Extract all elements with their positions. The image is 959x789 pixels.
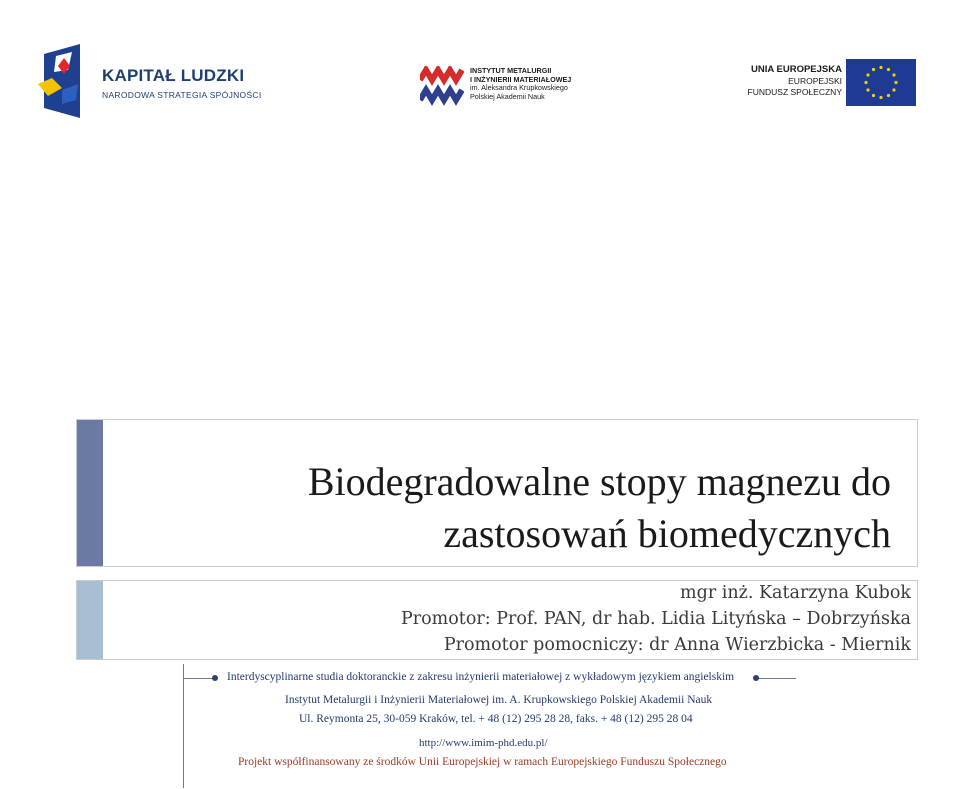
eu-flag-icon: [846, 59, 916, 106]
promotor: Promotor: Prof. PAN, dr hab. Lidia Lityńska – Dobrzyńska: [401, 609, 911, 629]
eu-logo: [734, 58, 920, 108]
imim-line: Polskiej Akademii Nauk: [470, 91, 545, 101]
promotor-pomocniczy: Promotor pomocniczy: dr Anna Wierzbicka - Miernik: [443, 635, 911, 655]
footer-address: Ul. Reymonta 25, 30-059 Kraków, tel. + 48 (12) 295 28 28, faks. + 48 (12) 295 28 04: [299, 713, 693, 725]
footer-project: Projekt współfinansowany ze środków Unii Europejskiej w ramach Europejskiego Funduszu Społecznego: [238, 756, 727, 768]
kapital-ludzki-emblem-icon: [38, 44, 88, 118]
eu-star-icon: [866, 88, 869, 91]
eu-text: [748, 64, 842, 98]
footer-bullet-left: [212, 675, 218, 681]
kapital-ludzki-logo: [38, 44, 262, 118]
eu-star-icon: [864, 81, 867, 84]
presentation-title: [308, 456, 891, 560]
eu-star-icon: [887, 68, 890, 71]
footer-rule-left: [183, 678, 215, 679]
subtitle-text: [401, 580, 911, 658]
eu-line-2: EUROPEJSKI: [788, 76, 842, 86]
subtitle-accent-bar: [77, 581, 103, 659]
imim-line: INSTYTUT METALURGII: [470, 66, 552, 75]
eu-star-icon: [872, 94, 875, 97]
imim-name: [470, 67, 571, 101]
eu-line-3: FUNDUSZ SPOŁECZNY: [747, 87, 842, 97]
eu-star-icon: [872, 68, 875, 71]
footer-rule-right: [756, 678, 796, 679]
eu-star-icon: [879, 66, 882, 69]
imim-line: im. Aleksandra Krupkowskiego: [470, 83, 568, 93]
eu-star-icon: [894, 81, 897, 84]
imim-emblem-icon: [420, 66, 464, 106]
eu-star-icon: [887, 94, 890, 97]
eu-star-icon: [892, 88, 895, 91]
footer-bullet-right: [753, 675, 759, 681]
footer-url-link[interactable]: http://www.imim-phd.edu.pl/: [419, 737, 548, 749]
eu-line-1: UNIA EUROPEJSKA: [751, 64, 842, 75]
eu-star-icon: [879, 96, 882, 99]
title-box: [76, 419, 918, 567]
subtitle-box: [76, 580, 918, 660]
title-line-2: zastosowań biomedycznych: [443, 511, 891, 556]
title-line-1: Biodegradowalne stopy magnezu do: [307, 459, 891, 504]
footer-institute: Instytut Metalurgii i Inżynierii Materiałowej im. A. Krupkowskiego Polskiej Akademii Nauk: [285, 694, 713, 706]
imim-line: I INŻYNIERII MATERIAŁOWEJ: [470, 74, 572, 84]
footer-vertical-rule: [183, 664, 184, 788]
imim-logo: [420, 64, 590, 108]
author: mgr inż. Katarzyna Kubok: [680, 583, 911, 603]
eu-star-icon: [866, 73, 869, 76]
footer-program: Interdyscyplinarne studia doktoranckie z zakresu inżynierii materiałowej z wykładowym językiem angielskim: [227, 671, 735, 683]
eu-star-icon: [892, 73, 895, 76]
kapital-ludzki-title: KAPITAŁ LUDZKI: [102, 66, 245, 85]
kapital-ludzki-subtitle: NARODOWA STRATEGIA SPÓJNOŚCI: [102, 90, 262, 100]
title-accent-bar: [77, 420, 103, 566]
